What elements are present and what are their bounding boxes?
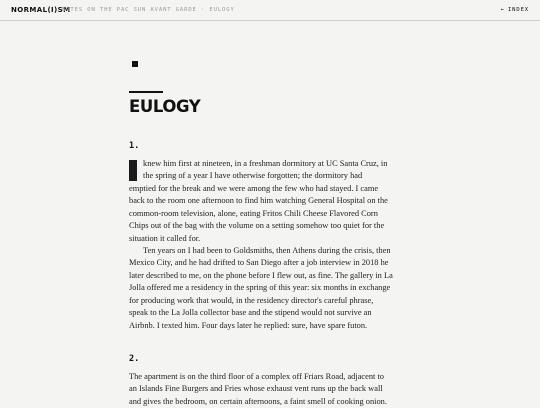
site-logo[interactable]: NORMAL(I)SM — [11, 6, 71, 14]
page-title: EULOGY — [129, 97, 201, 116]
index-link[interactable] — [501, 7, 529, 13]
breadcrumb: NOTES ON THE PAC SUN AVANT GARDE · EULOGY — [62, 6, 235, 13]
square-mark-icon — [132, 61, 138, 67]
title-rule — [129, 91, 163, 93]
paragraph: The apartment is on the third floor of a complex off Friars Road, adjacent to an Islands Fine Burgers and Fries whose exhaust vent runs up the back wall and gives the bedroom, on certain afternoons, a faint smell of cooking onion. — [129, 372, 387, 406]
top-bar — [0, 0, 540, 21]
arrow-left-icon: ← — [500, 6, 505, 13]
section-number: 2. — [129, 354, 140, 364]
section-number: 1. — [129, 141, 140, 151]
paragraph: knew him first at nineteen, in a freshman dormitory at UC Santa Cruz, in the spring of a year I have otherwise forgotten; the dormitory had emptied for the break and we were among the few who had stayed. I came back to the room one afternoon to find him watching General Hospital on the common-room television, alone, eating Fritos Chili Cheese Flavored Corn Chips out of the bag with the volume on a setting somehow too quiet for the situation it called for. — [129, 159, 388, 243]
index-label: INDEX — [507, 6, 529, 13]
paragraph: Ten years on I had been to Goldsmiths, then Athens during the crisis, then Mexico City, and he had drifted to San Diego after a job interview in 2018 he later described to me, on the phone before I flew out, as fine. The gallery in La Jolla offered me a residency in the spring of this year: six months in exchange for producing work that would, in the residency director's careful phrase, speak to the La Jolla collector base and the stipend would not survive an Airbnb. I texted him. Four days later he replied: sure, have spare futon. — [129, 246, 393, 330]
